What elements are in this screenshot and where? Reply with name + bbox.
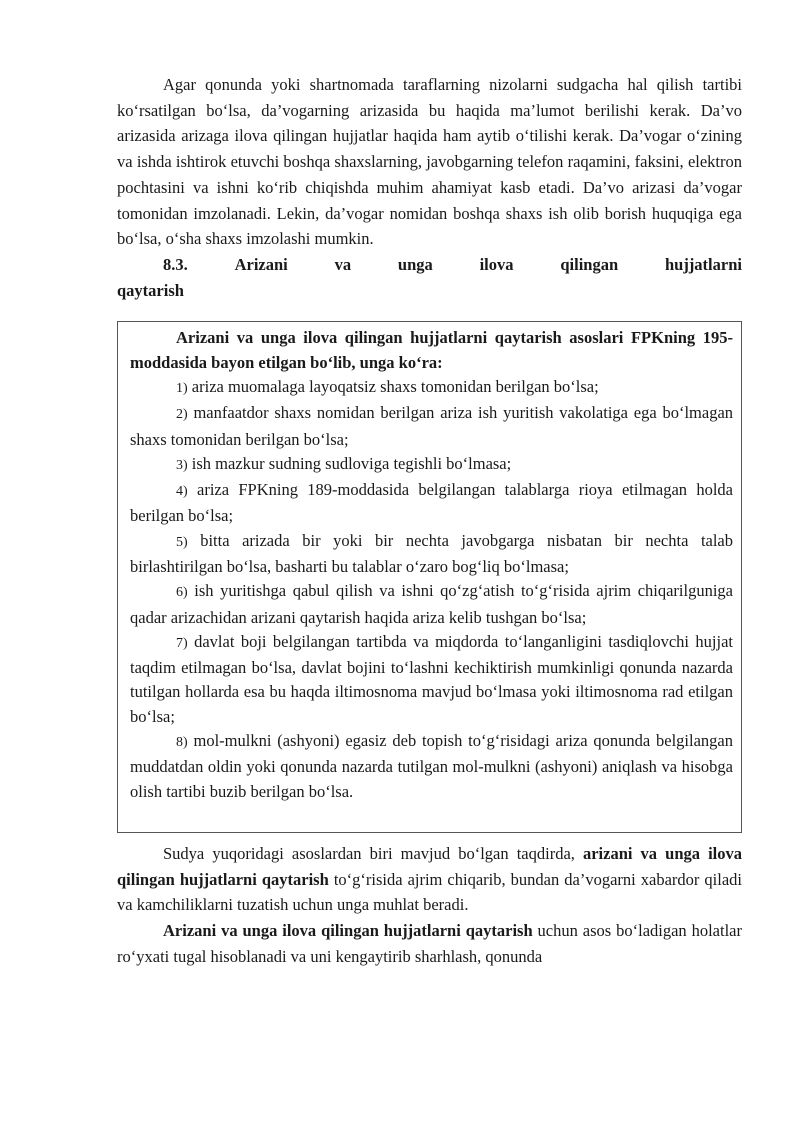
- list-item: [130, 529, 733, 580]
- item-number: 6): [176, 585, 188, 601]
- bold-text: arizani va unga ilova qilingan hujjatlarni qaytarish: [117, 843, 743, 889]
- text: uchun asos bo‘ladigan holatlar ro‘yxati tugal hisoblanadi va uni kengaytirib sharhlash, qonunda: [117, 921, 742, 966]
- text: Sudya yuqoridagi asoslardan biri mavjud bo‘lgan taqdirda,: [163, 843, 583, 863]
- item-text: ariza FPKning 189-moddasida belgilangan talablarga rioya etilmagan holda berilgan bo‘lsa;: [130, 480, 734, 526]
- item-number: 1): [176, 380, 188, 396]
- list-item: [130, 579, 733, 630]
- item-text: ish mazkur sudning sudloviga tegishli bo‘lmasa;: [191, 453, 512, 473]
- section-title-word: unga: [397, 254, 433, 274]
- section-heading: [117, 252, 742, 303]
- section-title-word: Arizani: [234, 254, 288, 274]
- section-title-word: ilova: [479, 254, 514, 274]
- item-number: 5): [176, 534, 188, 550]
- item-text: manfaatdor shaxs nomidan berilgan ariza ish yuritish vakolatiga ega bo‘lmagan shaxs tomonidan berilgan bo‘lsa;: [130, 403, 734, 449]
- paragraph-after-box: [117, 841, 742, 918]
- item-text: mol-mulkni (ashyoni) egasiz deb topish to‘g‘risidagi ariza qonunda belgilangan muddatdan oldin yoki qonunda nazarda tutilgan mol-mulkni (ashyoni) aniqlash va hisobga olish tartibi buzib berilgan bo‘lsa.: [130, 731, 733, 801]
- grounds-box: [117, 321, 742, 833]
- section-title-end: qaytarish: [117, 280, 184, 300]
- box-lead: Arizani va unga ilova qilingan hujjatlarni qaytarish asoslari FPKning 195-moddasida bayon etilgan bo‘lib, unga ko‘ra:: [130, 328, 733, 372]
- item-text: davlat boji belgilangan tartibda va miqdorda to‘langanligini tasdiqlovchi hujjat taqdim etilmagan bo‘lsa, davlat bojini to‘lashni kechiktirish mumkinligi qonunda nazarda tutilgan hollarda esa bu haqda iltimosnoma mavjud bo‘lmasa yoki iltimosnoma rad etilgan bo‘lsa;: [130, 631, 733, 726]
- section-title-word: va: [334, 254, 352, 274]
- item-number: 8): [176, 735, 188, 751]
- intro-paragraph: Agar qonunda yoki shartnomada taraflarning nizolarni sudgacha hal qilish tartibi ko‘rsatilgan bo‘lsa, da’vogarning arizasida bu haqida ma’lumot berilishi kerak. Da’vo arizasida arizaga ilova qilingan hujjatlar haqida ham aytib o‘tilishi kerak. Da’vogar o‘zining va ishda ishtirok etuvchi boshqa shaxslarning, javobgarning telefon raqamini, faksini, elektron pochtasini va ishni ko‘rib chiqishda muhim ahamiyat kasb etadi. Da’vo arizasi da’vogar tomonidan imzolanadi. Lekin, da’vogar nomidan boshqa shaxs ish olib borish huquqiga ega bo‘lsa, o‘sha shaxs imzolashi mumkin.: [117, 75, 742, 249]
- item-number: 3): [176, 457, 188, 473]
- list-item: [130, 630, 733, 729]
- list-item: [130, 478, 733, 529]
- item-number: 2): [176, 407, 188, 423]
- list-item: [130, 401, 733, 452]
- section-title-word: hujjatlarni: [664, 254, 742, 274]
- last-paragraph: [117, 918, 742, 969]
- section-title-word: qilingan: [560, 254, 619, 274]
- bold-text: Arizani va unga ilova qilingan hujjatlarni qaytarish: [163, 921, 533, 941]
- item-text: ariza muomalaga layoqatsiz shaxs tomonidan berilgan bo‘lsa;: [191, 376, 599, 396]
- text: to‘g‘risida ajrim chiqarib, bundan da’vogarni xabardor qiladi va kamchiliklarni tuzatish uchun unga muhlat beradi.: [117, 869, 742, 915]
- list-item: [130, 452, 733, 478]
- item-text: bitta arizada bir yoki bir nechta javobgarga nisbatan bir nechta talab birlashtirilgan bo‘lsa, basharti bu talablar o‘zaro bog‘liq bo‘lmasa;: [130, 530, 734, 576]
- item-text: ish yuritishga qabul qilish va ishni qo‘zg‘atish to‘g‘risida ajrim chiqarilguniga qadar arizachidan arizani qaytarish haqida ariza kelib tushgan bo‘lsa;: [130, 581, 734, 627]
- section-number: 8.3.: [163, 254, 188, 274]
- list-item: [130, 729, 733, 804]
- list-item: [130, 375, 733, 401]
- item-number: 4): [176, 484, 188, 500]
- item-number: 7): [176, 635, 188, 651]
- section-heading-line: [117, 252, 742, 278]
